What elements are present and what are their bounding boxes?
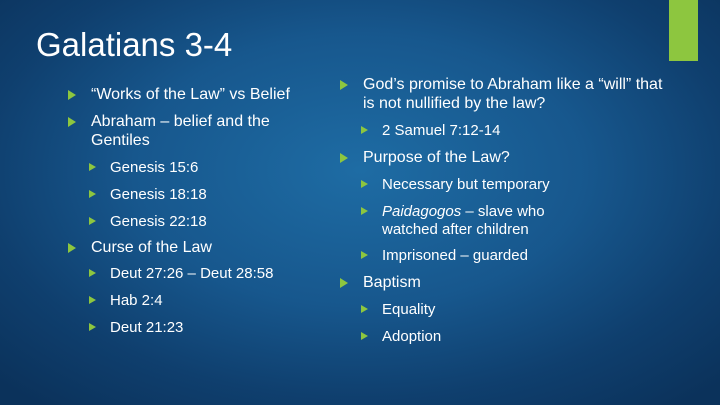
- paidagogos-term: Paidagogos: [382, 203, 462, 220]
- bullet-works-of-law: “Works of the Law” vs Belief: [68, 85, 338, 104]
- sub-bullet-deut-21: Deut 21:23: [68, 319, 338, 337]
- sub-bullet-genesis-15: Genesis 15:6: [68, 159, 338, 177]
- bullet-abraham: Abraham – belief and the Gentiles: [68, 112, 321, 150]
- sub-bullet-genesis-18: Genesis 18:18: [68, 186, 338, 204]
- bullet-gods-promise: God’s promise to Abraham like a “will” that is not nullified by the law?: [340, 75, 678, 113]
- bullet-arrow-icon: [361, 180, 368, 188]
- bullet-arrow-icon: [89, 163, 96, 171]
- right-column: [340, 75, 670, 346]
- sub-bullet-2-samuel: 2 Samuel 7:12-14: [340, 122, 670, 140]
- bullet-arrow-icon: [361, 251, 368, 259]
- bullet-arrow-icon: [68, 90, 76, 100]
- bullet-arrow-icon: [68, 243, 76, 253]
- bullet-arrow-icon: [340, 153, 348, 163]
- bullet-arrow-icon: [361, 207, 368, 215]
- bullet-arrow-icon: [89, 190, 96, 198]
- sub-bullet-necessary: Necessary but temporary: [340, 176, 670, 194]
- bullet-arrow-icon: [340, 80, 348, 90]
- sub-bullet-hab: Hab 2:4: [68, 292, 338, 310]
- bullet-arrow-icon: [89, 296, 96, 304]
- bullet-arrow-icon: [89, 217, 96, 225]
- bullet-arrow-icon: [340, 278, 348, 288]
- sub-bullet-paidagogos: [340, 203, 602, 239]
- sub-bullet-genesis-22: Genesis 22:18: [68, 213, 338, 231]
- bullet-purpose-of-law: Purpose of the Law?: [340, 148, 670, 167]
- left-column: [68, 85, 338, 337]
- bullet-arrow-icon: [89, 323, 96, 331]
- bullet-baptism: Baptism: [340, 273, 670, 292]
- accent-bar: [669, 0, 698, 61]
- sub-bullet-imprisoned: Imprisoned – guarded: [340, 247, 670, 265]
- bullet-arrow-icon: [89, 269, 96, 277]
- sub-bullet-adoption: Adoption: [340, 328, 670, 346]
- slide-title: Galatians 3-4: [36, 26, 233, 63]
- sub-bullet-deut-27: Deut 27:26 – Deut 28:58: [68, 265, 338, 283]
- bullet-curse-of-law: Curse of the Law: [68, 238, 338, 257]
- paidagogos-description: – slave who watched after children: [382, 203, 545, 238]
- sub-bullet-equality: Equality: [340, 301, 670, 319]
- bullet-arrow-icon: [361, 332, 368, 340]
- bullet-arrow-icon: [361, 126, 368, 134]
- bullet-arrow-icon: [361, 305, 368, 313]
- bullet-arrow-icon: [68, 117, 76, 127]
